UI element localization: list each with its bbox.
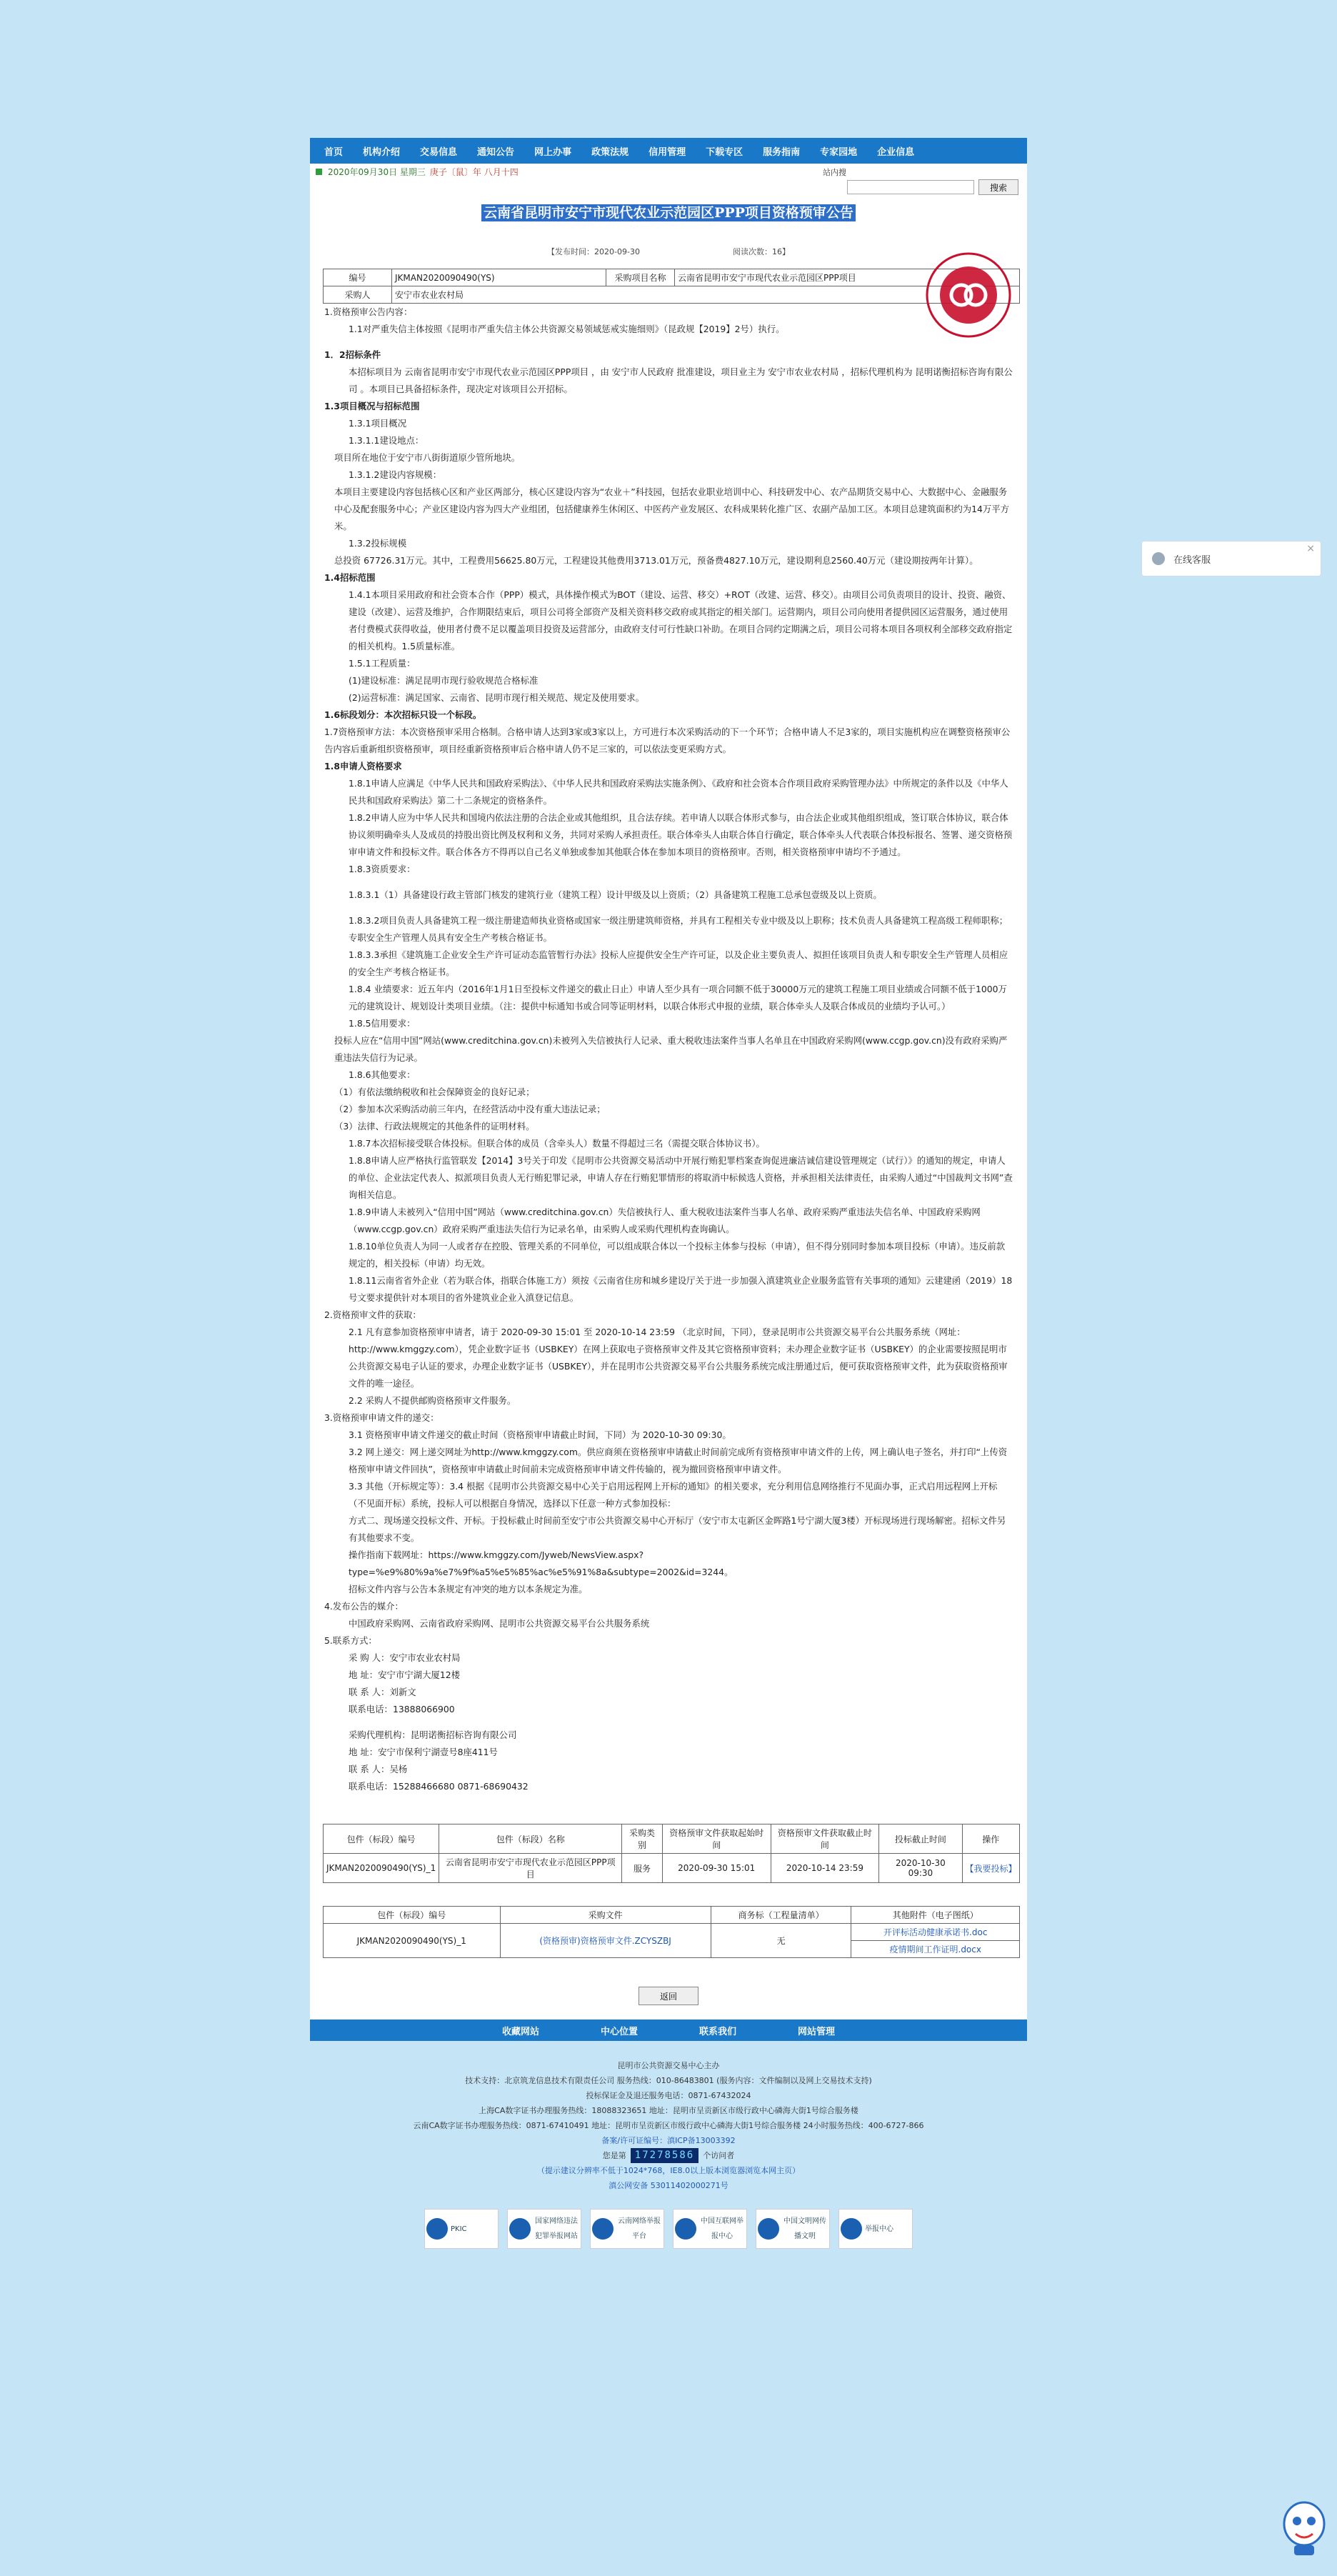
prequalification-file-link[interactable]: (资格预审)资格预审文件.ZCYSZBJ: [539, 1936, 671, 1946]
file-table-header: 采购文件: [500, 1907, 711, 1924]
content-line: 联 系 人：刘新文: [349, 1687, 416, 1697]
main-content: [310, 198, 1027, 2020]
online-service-label: 在线客服: [1173, 554, 1211, 566]
content-line: 1．2招标条件: [324, 349, 381, 360]
content-line: 1.8.7本次招标接受联合体投标。但联合体的成员（含牵头人）数量不得超过三名（需提交联合体协议书）。: [349, 1138, 765, 1149]
badge-icon: [758, 2218, 779, 2240]
content-line: 投标人应在“信用中国”网站(www.creditchina.gov.cn)未被列入失信被执行人记录、重大税收违法案件当事人名单且在中国政府采购网(www.ccgp.gov.cn)没有政府采购严重违法失信行为记录。: [334, 1035, 1008, 1063]
content-line: 1.8.5信用要求：: [349, 1018, 416, 1029]
nav-item-4[interactable]: 网上办事: [534, 146, 572, 158]
package-table-header: 采购类别: [622, 1824, 663, 1854]
package-table: [323, 1824, 1020, 1883]
attachment-health-link[interactable]: 开评标活动健康承诺书.doc: [883, 1927, 988, 1937]
file-table-header: 包件（标段）编号: [324, 1907, 501, 1924]
footer-nav-item-0[interactable]: 收藏网站: [501, 2026, 539, 2037]
package-table-cell: JKMAN2020090490(YS)_1: [324, 1854, 439, 1883]
file-table-header: 商务标（工程量清单）: [711, 1907, 851, 1924]
badge-icon: [426, 2218, 448, 2240]
content-line: 1.3.1项目概况: [349, 418, 407, 429]
package-table-cell: 2020-10-14 23:59: [771, 1854, 879, 1883]
info-buyer-value: 安宁市农业农村局: [392, 286, 1020, 304]
content-line: 1.3.1.2建设内容规模：: [349, 469, 442, 480]
content-line: 1.8.11云南省省外企业（若为联合体，指联合体施工方）须按《云南省住房和城乡建设厅关于进一步加强入滇建筑业企业服务监管有关事项的通知》云建建函（2019）18号文要求提供针对本项目的省外建筑业企业入滇登记信息。: [349, 1275, 1013, 1303]
content-line: 方式二、现场递交投标文件、开标。于投标截止时间前至安宁市公共资源交易中心开标厅（安宁市太屯新区金晖路1号宁湖大厦3楼）开标现场进行现场解密。招标文件另有其他要求不变。: [349, 1515, 1006, 1543]
footer-host: 昆明市公共资源交易中心主办: [617, 2061, 720, 2070]
badge-icon: [841, 2218, 862, 2240]
package-table-cell: 2020-10-30 09:30: [879, 1854, 962, 1883]
badge-label: 举报中心: [865, 2225, 893, 2233]
content-line: 3.1 资格预审申请文件递交的截止时间（资格预审申请截止时间，下同）为 2020-10-30 09:30。: [349, 1429, 731, 1440]
content-line: 3.2 网上递交：网上递交网址为http://www.kmggzy.com。供应商须在资格预审申请截止时间前完成所有资格预审申请文件的上传，网上确认电子签名，并打印“上传资格预审申请文件回执”，资格预审申请截止时间前未完成资格预审申请文件传输的，视为撤回资格预审申请文件。: [349, 1447, 1008, 1474]
footer-badges: [310, 2209, 1027, 2249]
nav-item-8[interactable]: 服务指南: [763, 146, 801, 158]
badge-label: 云南网络举报平台: [618, 2217, 661, 2240]
info-no-label: 编号: [324, 269, 392, 286]
footer-badge[interactable]: [756, 2209, 830, 2249]
content-line: 1.4招标范围: [324, 572, 376, 583]
content-line: 1.3项目概况与招标范围: [324, 401, 420, 411]
close-icon[interactable]: ×: [1306, 543, 1315, 554]
footer-icp[interactable]: 备案/许可证编号：滇ICP备13003392: [601, 2136, 736, 2145]
package-table-cell: 服务: [622, 1854, 663, 1883]
footer-nav: [310, 2020, 1027, 2041]
badge-icon: [592, 2218, 614, 2240]
content-line: 1.8.10单位负责人为同一人或者存在控股、管理关系的不同单位，可以组成联合体以一个投标主体参与投标（申请），但不得分别同时参加本项目投标（申请）。违反前款规定的，相关投标（申请）均无效。: [349, 1241, 1006, 1269]
content-line: 1.4.1本项目采用政府和社会资本合作（PPP）模式，具体操作模式为BOT（建设、运营、移交）+ROT（改建、运营、移交）。由项目公司负责项目的设计、投资、融资、建设（改建）、运营及维护，合作期限结束后，项目公司将全部资产及相关资料移交政府或其指定的相关部门。运营期内，项目公司向使用者提供园区运营服务，通过使用者付费模式获得收益，使用者付费不足以覆盖项目投资及运营部分，由政府支付可行性缺口补助。在项目合同约定期满之后，项目公司将本项目各项权利全部移交政府指定的相关机构。1.5质量标准。: [349, 589, 1013, 652]
search-button[interactable]: 搜索: [978, 179, 1018, 195]
nav-item-0[interactable]: 首页: [324, 146, 344, 158]
official-seal-icon: [924, 251, 1013, 339]
nav-item-10[interactable]: 企业信息: [877, 146, 915, 158]
business-bid-value: 无: [711, 1924, 851, 1958]
content-line: (2)运营标准：满足国家、云南省、昆明市现行相关规范、规定及使用要求。: [349, 692, 645, 703]
file-table-header: 其他附件（电子图纸）: [851, 1907, 1020, 1924]
footer-deposit-phone: 投标保证金及退还服务电话：0871-67432024: [586, 2091, 751, 2100]
content-line: 招标文件内容与公告本条规定有冲突的地方以本条规定为准。: [349, 1584, 588, 1594]
content-line: 1.8.3.1（1）具备建设行政主管部门核发的建筑行业（建筑工程）设计甲级及以上资质；（2）具备建筑工程施工总承包壹级及以上资质。: [349, 889, 882, 900]
content-line: 1.8申请人资格要求: [324, 761, 402, 772]
package-table-header: 资格预审文件获取起始时间: [662, 1824, 771, 1854]
content-line: 1.5.1工程质量：: [349, 658, 416, 669]
content-line: 地 址：安宁市保利宁湖壹号8座411号: [349, 1747, 498, 1757]
package-table-header: 包件（标段）名称: [439, 1824, 622, 1854]
footer-nav-item-2[interactable]: 联系我们: [699, 2026, 737, 2037]
nav-item-9[interactable]: 专家园地: [820, 146, 858, 158]
info-buyer-label: 采购人: [324, 286, 392, 304]
content-line: 1.8.1申请人应满足《中华人民共和国政府采购法》、《中华人民共和国政府采购法实施条例》、《政府和社会资本合作项目政府采购管理办法》中所规定的条件以及《中华人民共和国政府采购法》第二十二条规定的资格条件。: [349, 778, 1008, 806]
badge-icon: [675, 2218, 696, 2240]
footer-nav-item-3[interactable]: 网站管理: [798, 2026, 836, 2037]
info-no-value: JKMAN2020090490(YS): [392, 269, 606, 286]
content-line: 联系电话：15288466680 0871-68690432: [349, 1781, 529, 1792]
footer-nav-item-1[interactable]: 中心位置: [600, 2026, 638, 2037]
footer-tech-support: 技术支持：北京筑龙信息技术有限责任公司 服务热线：010-86483801 (服务内容：文件编制以及网上交易技术支持): [465, 2076, 872, 2085]
content-line: 1.7资格预审方法：本次资格预审采用合格制。合格申请人达到3家或3家以上，方可进行本次采购活动的下一个环节；合格申请人不足3家的，项目实施机构应在调整资格预审公告内容后重新组织资格预审，项目经重新资格预审后合格申请人仍不足三家的，可以依法变更采购方式。: [324, 727, 1011, 754]
content-line: 总投资 67726.31万元。其中，工程费用56625.80万元，工程建设其他费用3713.01万元，预备费4827.10万元，建设期利息2560.40万元（建设期按两年计算）。: [334, 555, 978, 566]
nav-item-1[interactable]: 机构介绍: [363, 146, 401, 158]
content-line: 中国政府采购网、云南省政府采购网、昆明市公共资源交易平台公共服务系统: [349, 1618, 650, 1629]
date-bar: [310, 164, 1027, 179]
nav-item-3[interactable]: 通知公告: [477, 146, 515, 158]
nav-item-2[interactable]: 交易信息: [420, 146, 458, 158]
content-line: 1.8.3.3承担《建筑施工企业安全生产许可证动态监管暂行办法》投标人应提供安全生产许可证，以及企业主要负责人、拟担任该项目负责人和专职安全生产管理人员相应的安全生产考核合格证书。: [349, 949, 1008, 977]
package-table-cell: [962, 1854, 1019, 1883]
footer-badge[interactable]: [424, 2209, 499, 2249]
content-line: 1.3.2投标规模: [349, 538, 407, 549]
info-name-value: 云南省昆明市安宁市现代农业示范园区PPP项目: [675, 269, 1020, 286]
badge-icon: [509, 2218, 531, 2240]
site-search-input[interactable]: [847, 180, 974, 194]
package-table-header: 资格预审文件获取截止时间: [771, 1824, 879, 1854]
footer-yunnan-ca: 云南CA数字证书办理服务热线：0871-67410491 地址：昆明市呈贡新区市级行政中心磷海大街1号综合服务楼 24小时服务热线：400-6727-866: [413, 2121, 924, 2130]
footer-visitor: 您是第 17278586 个访问者: [310, 2148, 1027, 2163]
content-line: 4.发布公告的媒介：: [324, 1601, 404, 1612]
announcement-body: [324, 304, 1013, 1795]
content-line: 采购代理机构：昆明诺衡招标咨询有限公司: [349, 1729, 517, 1740]
publish-time: 【发布时间：2020-09-30: [547, 247, 640, 256]
content-line: 1.8.9申请人未被列入“信用中国”网站（www.creditchina.gov.cn）失信被执行人、重大税收违法案件当事人名单、政府采购严重违法失信名单、中国政府采购网（www.ccgp.gov.cn）政府采购严重违法失信行为记录名单，由采购人或采购代理机构查询确认。: [349, 1207, 981, 1234]
content-line: 操作指南下载网址：https://www.kmggzy.com/Jyweb/NewsView.aspx?type=%e9%80%9a%e7%9f%a5%e5%85%ac%e5%91%8a&subtype=2002&id=3244。: [349, 1549, 733, 1577]
package-table-header: 操作: [962, 1824, 1019, 1854]
view-count: 阅读次数：16】: [732, 247, 790, 256]
content-line: 1.8.3资质要求：: [349, 864, 416, 874]
project-info-table: [323, 269, 1020, 304]
content-line: 3.3 其他（开标规定等）：3.4 根据《昆明市公共资源交易中心关于启用远程网上开标的通知》的相关要求，充分利用信息网络推行不见面办事，正式启用远程网上开标（不见面开标）系统，投标人可以根据自身情况，选择以下任意一种方式参加投标：: [349, 1481, 998, 1509]
content-line: 本招标项目为 云南省昆明市安宁市现代农业示范园区PPP项目 ，由 安宁市人民政府 批准建设，项目业主为 安宁市农业农村局 ，招标代理机构为 昆明诺衡招标咨询有限公司 。本项目已具备招标条件，现决定对该项目公开招标。: [349, 366, 1013, 394]
back-button[interactable]: 返回: [639, 1987, 698, 2005]
footer-resolution-tip: （提示建议分辨率不低于1024*768，IE8.0以上版本浏览器浏览本网主页）: [536, 2166, 801, 2175]
page-title: 云南省昆明市安宁市现代农业示范园区PPP项目资格预审公告: [316, 202, 1021, 221]
file-table: [323, 1906, 1020, 1958]
nav-item-6[interactable]: 信用管理: [649, 146, 686, 158]
content-line: 联 系 人：吴杨: [349, 1764, 408, 1774]
content-line: 1.8.8申请人应严格执行监管联发【2014】3号关于印发《昆明市公共资源交易活动中开展行贿犯罪档案查询促进廉洁诚信建设管理规定（试行）》的通知的规定，申请人的单位、企业法定代表人、拟派项目负责人无行贿犯罪记录，申请人存在行贿犯罪情形的将取消中标候选人资格，并承担相关法律责任，由采购人通过“中国裁判文书网”查询相关信息。: [349, 1155, 1013, 1200]
current-date: 2020年09月30日 星期三: [328, 166, 426, 177]
publish-info: [316, 246, 1021, 257]
content-line: 1.3.1.1建设地点：: [349, 435, 424, 446]
content-line: （1）有依法缴纳税收和社会保障资金的良好记录；: [334, 1087, 535, 1097]
footer-police-record[interactable]: 滇公网安备 53011402000271号: [609, 2181, 728, 2190]
site-search-label: 站内搜: [823, 168, 846, 177]
nav-item-7[interactable]: 下载专区: [706, 146, 743, 158]
badge-label: 中国文明网传播文明: [783, 2217, 826, 2240]
package-table-header: 投标截止时间: [879, 1824, 962, 1854]
footer-badge[interactable]: [590, 2209, 664, 2249]
package-table-cell: 云南省昆明市安宁市现代农业示范园区PPP项目: [439, 1854, 622, 1883]
content-line: （3）法律、行政法规规定的其他条件的证明材料。: [334, 1121, 535, 1132]
content-line: 3.资格预审申请文件的递交：: [324, 1412, 439, 1423]
footer: [310, 2058, 1027, 2249]
package-table-header: 包件（标段）编号: [324, 1824, 439, 1854]
info-name-label: 采购项目名称: [606, 269, 675, 286]
green-square-icon: [316, 169, 322, 175]
content-line: 1.6标段划分：本次招标只设一个标段。: [324, 709, 482, 720]
content-line: 1.8.3.2项目负责人具备建筑工程一级注册建造师执业资格或国家一级注册建筑师资格，并具有工程相关专业中级及以上职称；技术负责人具备建筑工程高级工程师职称；专职安全生产管理人员具有安全生产考核合格证书。: [349, 915, 1008, 943]
attachment-work-proof-link[interactable]: 疫情期间工作证明.docx: [889, 1945, 981, 1955]
footer-badge[interactable]: [507, 2209, 581, 2249]
footer-badge[interactable]: [838, 2209, 913, 2249]
content-line: 地 址：安宁市宁湖大厦12楼: [349, 1669, 461, 1680]
package-table-cell: 2020-09-30 15:01: [662, 1854, 771, 1883]
content-line: (1)建设标准：满足昆明市现行验收规范合格标准: [349, 675, 539, 686]
bid-link[interactable]: 【我要投标】: [965, 1863, 1017, 1874]
content-line: 2.1 凡有意参加资格预审申请者，请于 2020-09-30 15:01 至 2020-10-14 23:59 （北京时间，下同），登录昆明市公共资源交易平台公共服务系统（网址：http://www.kmggzy.com），凭企业数字证书（USBKEY）在网上获取电子资格预审文件及其它资格预审资料；未办理企业数字证书（USBKEY）的企业需要按照昆明市公共资源交易电子认证的要求，办理企业数字证书（USBKEY），并在昆明市公共资源交易平台公共服务系统完成注册通过后，便可获取资格预审文件，此为获取资格预审文件的唯一途径。: [349, 1327, 1008, 1389]
content-line: 5.联系方式：: [324, 1635, 377, 1646]
badge-label: 国家网络违法犯罪举报网站: [535, 2217, 578, 2240]
online-service-widget[interactable]: [1141, 541, 1321, 576]
content-line: 1.资格预审公告内容：: [324, 306, 413, 317]
content-line: 项目所在地位于安宁市八街街道原少管所地块。: [334, 452, 521, 463]
content-line: 2.2 采购人不提供邮购资格预审文件服务。: [349, 1395, 516, 1406]
page-wrapper: [310, 138, 1027, 2249]
visitor-counter: 17278586: [631, 2148, 698, 2163]
content-line: 联系电话：13888066900: [349, 1704, 455, 1714]
content-line: 本项目主要建设内容包括核心区和产业区两部分，核心区建设内容为“农业＋”科技园，包括农业职业培训中心、科技研发中心、农产品期货交易中心、大数据中心、金融服务中心及配套服务中心；产业区建设内容为四大产业组团，包括健康养生休闲区、中医药产业发展区、农科成果转化推广区、农副产品加工区。本项目总建筑面积约为14万平方米。: [334, 486, 1010, 531]
top-nav: [310, 138, 1027, 164]
content-line: 采 购 人：安宁市农业农村局: [349, 1652, 461, 1663]
content-line: 1.1对严重失信主体按照《昆明市严重失信主体公共资源交易领域惩戒实施细则》（昆政规【2019】2号）执行。: [349, 324, 785, 334]
footer-shanghai-ca: 上海CA数字证书办理服务热线：18088323651 地址：昆明市呈贡新区市级行政中心磷海大街1号综合服务楼: [479, 2106, 858, 2115]
content-line: 2.资格预审文件的获取：: [324, 1309, 421, 1320]
badge-label: 中国互联网举报中心: [701, 2217, 743, 2240]
file-package-no: JKMAN2020090490(YS)_1: [324, 1924, 501, 1958]
nav-item-5[interactable]: 政策法规: [591, 146, 629, 158]
lunar-date: 庚子〔鼠〕年 八月十四: [429, 166, 519, 177]
badge-label: PKIC: [451, 2225, 467, 2233]
content-line: 1.8.6其他要求：: [349, 1069, 416, 1080]
content-line: 1.8.4 业绩要求：近五年内（2016年1月1日至投标文件递交的截止日止）申请人至少具有一项合同额不低于30000万元的建筑工程施工项目业绩或合同额不低于1000万元的建筑设计、规划设计类项目业绩。（注：提供中标通知书或合同等证明材料，以联合体形式申报的业绩，联合体牵头人及联合体成员的业绩均予认可。）: [349, 984, 1007, 1012]
mascot-icon[interactable]: [1278, 2495, 1330, 2558]
headset-icon: [1152, 552, 1165, 565]
content-line: （2）参加本次采购活动前三年内，在经营活动中没有重大违法记录；: [334, 1104, 606, 1114]
footer-badge[interactable]: [673, 2209, 747, 2249]
content-line: 1.8.2申请人应为中华人民共和国境内依法注册的合法企业或其他组织，且合法存续。若申请人以联合体形式参与，由合法企业或其他组织组成，签订联合体协议，联合体协议须明确牵头人及成员的持股出资比例及权利和义务，共同对采购人承担责任。联合体牵头人由联合体自行确定，联合体牵头人代表联合体投标报名、签署、递交资格预审申请文件和投标文件。联合体各方不得再以自己名义单独或参加其他联合体在参加本项目的资格预审。否则，相关资格预审申请均不予通过。: [349, 812, 1013, 857]
